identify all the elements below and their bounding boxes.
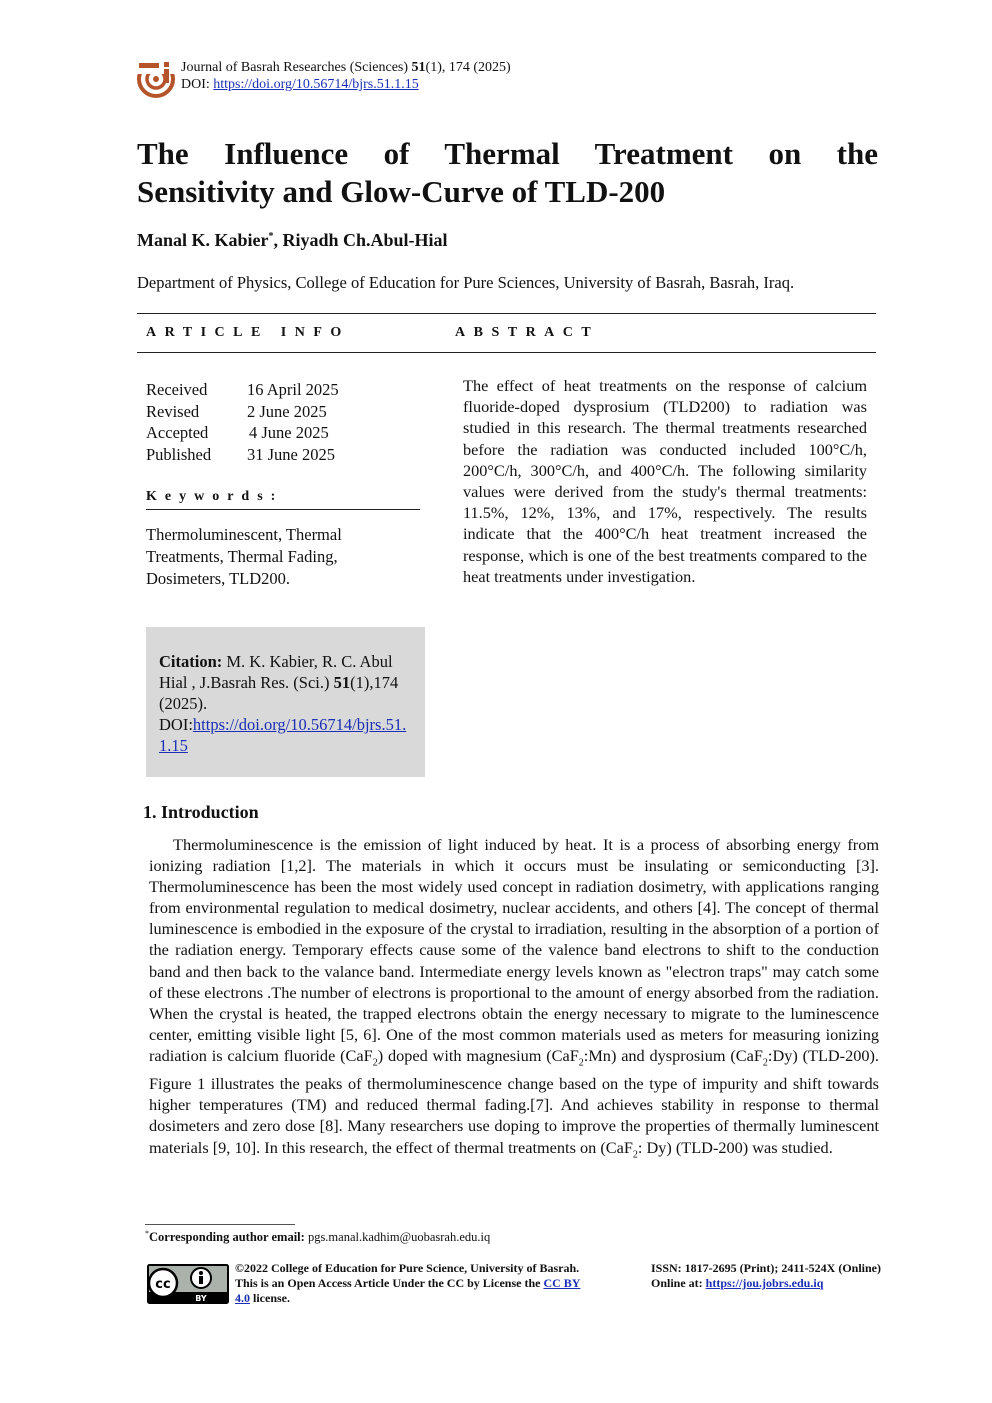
citation-doi-link[interactable]: https://doi.org/10.56714/bjrs.51.1.15 — [159, 715, 407, 755]
date-accepted: Accepted 4 June 2025 — [146, 423, 329, 442]
issn-line: ISSN: 1817-2695 (Print); 2411-524X (Online) — [651, 1261, 881, 1275]
affiliation: Department of Physics, College of Education for Pure Sciences, University of Basrah, Basrah, Iraq. — [137, 273, 795, 292]
doi-line: DOI: https://doi.org/10.56714/bjrs.51.1.15 — [181, 77, 419, 92]
doi-link[interactable]: https://doi.org/10.56714/bjrs.51.1.15 — [213, 77, 419, 92]
authors: Manal K. Kabier*, Riyadh Ch.Abul-Hial — [137, 230, 448, 250]
online-line: Online at: https://jou.jobrs.edu.iq — [651, 1276, 824, 1290]
journal-volume: 51 — [411, 60, 426, 75]
issn-info — [651, 1261, 881, 1291]
journal-website-link[interactable]: https://jou.jobrs.edu.iq — [705, 1276, 824, 1290]
citation-label: Citation: — [159, 652, 223, 671]
divider-top — [137, 313, 876, 314]
introduction-paragraph: Thermoluminescence is the emission of light induced by heat. It is a process of absorbing energy from ionizing radiation [1,2]. The materials in which it occurs must be insulating or semiconducting [3]. Thermoluminescence has been the most widely used concept in radiation dosimetry, with applications ranging from environmental regulation to medical dosimetry, nuclear accidents, and others [4]. The concept of thermal luminescence is embodied in the exposure of the crystal to irradiation, resulting in the absorption of a portion of the radiation energy. Temporary effects cause some of the valence band electrons to shift to the conduction band and then back to the valance band. Intermediate energy levels known as "electron traps" may catch some of these electrons .The number of electrons is proportional to the amount of energy absorbed from the radiation. When the crystal is heated, the trapped electrons obtain the energy necessary to migrate to the luminescence center, emitting visible light [5, 6]. One of the most common materials used as meters for measuring ionizing radiation is calcium fluoride (CaF$_2$) doped with magnesium (CaF$_2$:Mn) and dysprosium (CaF$_2$:Dy) (TLD-200). Figure 1 illustrates the peaks of thermoluminescence change based on the type of impurity and shift towards higher temperatures (TM) and reduced thermal fading.[7]. And achieves stability in response to thermal dosimeters and zero dose [8]. Many researchers use doping to improve the properties of thermally luminescent materials [9, 10]. In this research, the effect of thermal treatments on (CaF$_2$: Dy) (TLD-200) was studied. — [149, 835, 880, 1160]
cc-badge-label: BY — [195, 1294, 207, 1303]
svg-text:cc: cc — [155, 1277, 171, 1292]
corresponding-email: pgs.manal.kadhim@uobasrah.edu.iq — [307, 1230, 491, 1245]
divider-bottom — [137, 352, 876, 353]
citation-box: Citation: M. K. Kabier, R. C. Abul Hial , J.Basrah Res. (Sci.) 51(1),174 (2025). DOI:https://doi.org/10.56714/bjrs.51.1.15 — [146, 627, 425, 777]
journal-citation-line: Journal of Basrah Researches (Sciences) 51(1), 174 (2025) — [181, 60, 511, 75]
cc-by-link[interactable]: CC BY 4.0 — [235, 1276, 581, 1305]
abstract-heading: ABSTRACT — [455, 325, 600, 340]
article-info-heading: ARTICLE INFO — [146, 325, 350, 340]
keywords-divider — [146, 509, 420, 510]
keywords-text: Thermoluminescent, Thermal Treatments, Thermal Fading, Dosimeters, TLD200. — [146, 525, 342, 588]
date-revised: Revised 2 June 2025 — [146, 401, 327, 421]
cc-by-license-icon — [147, 1264, 229, 1304]
paper-title: The Influence of Thermal Treatment on the Sensitivity and Glow-Curve of TLD-200 — [137, 136, 878, 209]
introduction-heading: 1. Introduction — [143, 802, 259, 822]
date-received: Received 16 April 2025 — [146, 380, 339, 399]
journal-logo-icon — [137, 60, 175, 98]
article-dates — [146, 379, 339, 465]
keywords-heading: Keywords: — [146, 489, 284, 504]
date-published: Published 31 June 2025 — [146, 444, 335, 464]
abstract-text: The effect of heat treatments on the response of calcium fluoride-doped dysprosium (TLD200) to radiation was studied in this research. The thermal treatments researched before the radiation was conducted included 100°C/h, 200°C/h, 300°C/h, and 400°C/h. The following similarity values were derived from the study's thermal treatments: 11.5%, 12%, 13%, and 17%, respectively. The results indicate that the 400°C/h heat treatment increased the response, which is one of the best treatments compared to the heat treatments under investigation. — [463, 376, 867, 586]
license-text: ©2022 College of Education for Pure Science, University of Basrah. This is an Open Access Article Under the CC by License the CC BY 4.0 license. — [235, 1261, 581, 1305]
corresponding-author: *Corresponding author email: pgs.manal.kadhim@uobasrah.edu.iq — [145, 1229, 491, 1245]
footnote-divider — [145, 1224, 295, 1225]
